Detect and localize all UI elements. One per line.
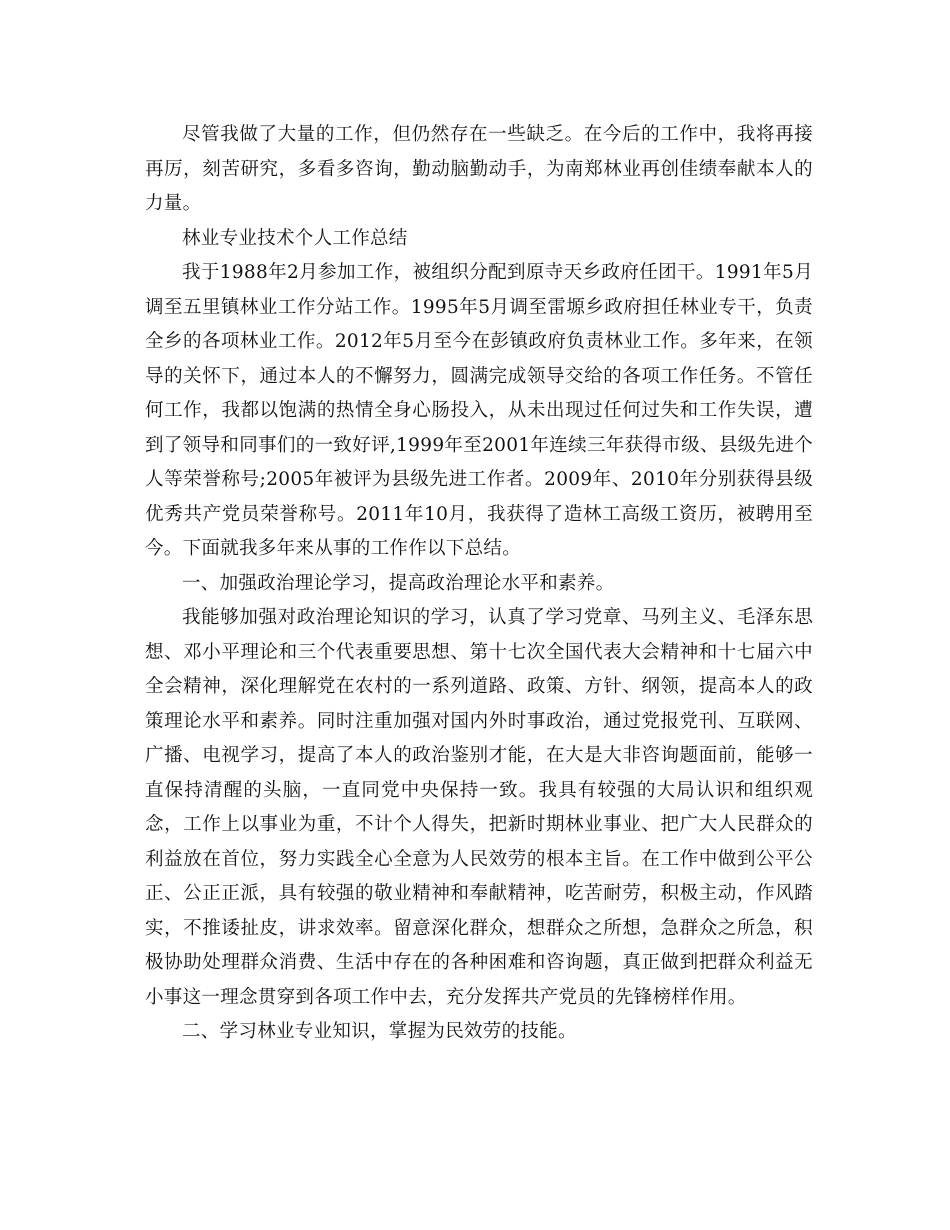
paragraph-closing: 尽管我做了大量的工作，但仍然存在一些缺乏。在今后的工作中，我将再接再厉，刻苦研究，多看多咨询，勤动脑勤动手，为南郑林业再创佳绩奉献本人的力量。 [145, 124, 813, 214]
section-title: 林业专业技术个人工作总结 [182, 227, 408, 249]
heading-section-2: 二、学习林业专业知识，掌握为民效劳的技能。 [182, 1021, 577, 1042]
document-body [145, 118, 813, 1050]
paragraph-politics: 我能够加强对政治理论知识的学习，认真了学习党章、马列主义、毛泽东思想、邓小平理论和三个代表重要思想、第十七次全国代表大会精神和十七届六中全会精神，深化理解党在农村的一系列道路、政策、方针、纲领，提高本人的政策理论水平和素养。同时注重加强对国内外时事政治，通过党报党刊、互联网、广播、电视学习，提高了本人的政治鉴别才能，在大是大非咨询题面前，能够一直保持清醒的头脑，一直同党中央保持一致。我具有较强的大局认识和组织观念，工作上以事业为重，不计个人得失，把新时期林业事业、把广大人民群众的利益放在首位，努力实践全心全意为人民效劳的根本主旨。在工作中做到公平公正、公正正派，具有较强的敬业精神和奉献精神，吃苦耐劳，积极主动，作风踏实，不推诿扯皮，讲求效率。留意深化群众，想群众之所想，急群众之所急，积极协助处理群众消费、生活中存在的各种困难和咨询题，真正做到把群众利益无小事这一理念贯穿到各项工作中去，充分发挥共产党员的先锋榜样作用。 [145, 607, 813, 1008]
paragraph-intro: 我于1988年2月参加工作，被组织分配到原寺天乡政府任团干。1991年5月调至五里镇林业工作分站工作。1995年5月调至雷塬乡政府担任林业专干，负责全乡的各项林业工作。2012年5月至今在彭镇政府负责林业工作。多年来，在领导的关怀下，通过本人的不懈努力，圆满完成领导交给的各项工作任务。不管任何工作，我都以饱满的热情全身心肠投入，从未出现过任何过失和工作失误，遭到了领导和同事们的一致好评,1999年至2001年连续三年获得市级、县级先进个人等荣誉称号;2005年被评为县级先进工作者。2009年、2010年分别获得县级优秀共产党员荣誉称号。2011年10月，我获得了造林工高级工资历，被聘用至今。下面就我多年来从事的工作作以下总结。 [145, 262, 813, 559]
heading-section-1: 一、加强政治理论学习，提高政治理论水平和素养。 [182, 572, 615, 594]
